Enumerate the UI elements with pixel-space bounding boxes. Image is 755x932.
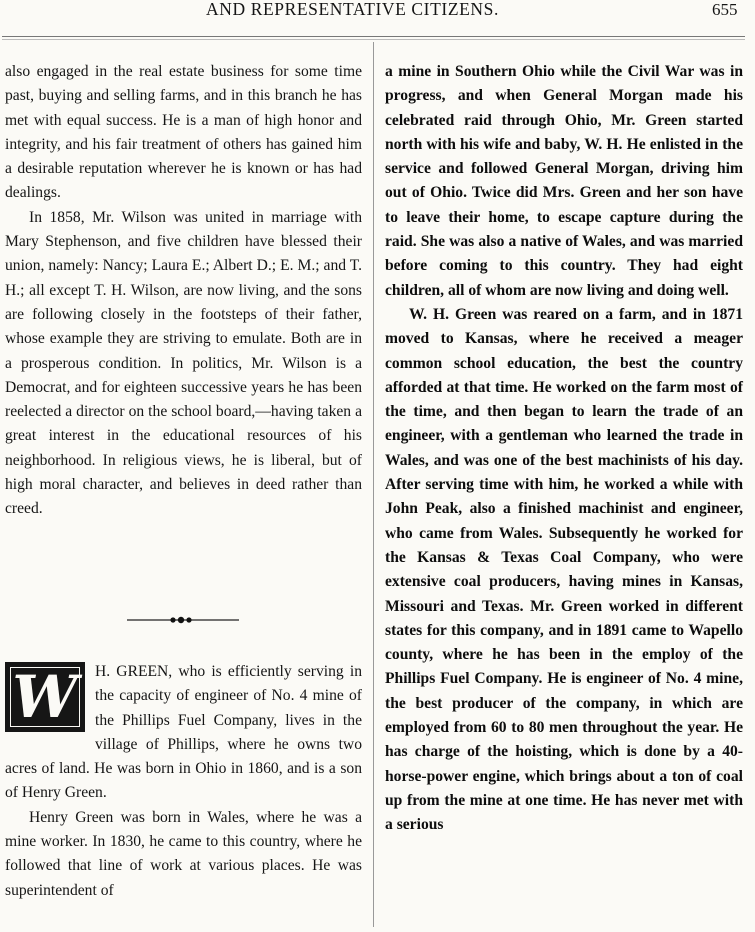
section-divider-ornament bbox=[127, 613, 239, 627]
paragraph-green-intro: H. GREEN, who is efficiently serving in the capacity of engineer of No. 4 mine of the Phillips Fuel Company, lives in the village of Phillips, where he owns two acres of land. He was born in Ohio in 1860, and is a son of Henry Green. bbox=[5, 663, 362, 802]
page-number: 655 bbox=[712, 0, 738, 19]
right-column bbox=[385, 60, 743, 838]
paragraph-wilson-marriage: In 1858, Mr. Wilson was united in marriage with Mary Stephenson, and five children have blessed their union, namely: Nancy; Laura E.; Albert D.; E. M.; and T. H.; all except T. H. Wilson, are now living, and the sons are following closely in the footsteps of their father, whose example they are striving to emulate. Both are in a prosperous condition. In politics, Mr. Wilson is a Democrat, and for eighteen successive years he has been reelected a director on the school board,—having taken a great interest in the educational resources of his neighborhood. In religious views, he is liberal, but of high moral character, and believes in deed rather than creed. bbox=[5, 208, 362, 518]
biography-green bbox=[5, 660, 362, 903]
paragraph-green-career: W. H. Green was reared on a farm, and in 1871 moved to Kansas, where he received a meager common school education, the best the country afforded at that time. He worked on the farm most of the time, and then began to learn the trade of an engineer, with a gentleman who learned the trade in Wales, and was one of the best machinists of his day. After serving time with him, he worked a while with John Peak, also a finished machinist and engineer, who came from Wales. Subsequently he worked for the Kansas & Texas Coal Company, who were extensive coal producers, having mines in Kansas, Missouri and Texas. Mr. Green worked in different states for this company, and in 1891 came to Wapello county, where he has been in the employ of the Phillips Fuel Company. He is engineer of No. 4 mine, the best producer of the company, in which are employed from 60 to 80 men throughout the year. He has charge of the hoisting, which is done by a 40-horse-power engine, which brings about a ton of coal up from the mine at one time. He has never met with a serious bbox=[385, 305, 743, 834]
paragraph-henry-green: Henry Green was born in Wales, where he was a mine worker. In 1830, he came to this country, where he followed that line of work at various places. He was superintendent of bbox=[5, 808, 362, 899]
paragraph-civil-war: a mine in Southern Ohio while the Civil War was in progress, and when General Morgan made his celebrated raid through Ohio, Mr. Green started north with his wife and baby, W. H. He enlisted in the service and followed General Morgan, driving him out of Ohio. Twice did Mrs. Green and her son have to leave their home, to escape capture during the raid. She was also a native of Wales, and was married before coming to this country. They had eight children, all of whom are now living and doing well. bbox=[385, 63, 743, 299]
page-header bbox=[0, 0, 755, 28]
paragraph-wilson-business: also engaged in the real estate business for some time past, buying and selling farms, and in this branch he has met with equal success. He is a man of high honor and integrity, and his fair treatment of others has gained him a desirable reputation wherever he is known or has had dealings. bbox=[5, 63, 362, 202]
left-column bbox=[5, 60, 362, 522]
header-rule-secondary bbox=[2, 39, 745, 40]
column-divider bbox=[373, 42, 374, 927]
drop-cap-letter: W bbox=[12, 663, 78, 731]
drop-cap-w bbox=[5, 662, 85, 732]
running-title: AND REPRESENTATIVE CITIZENS. bbox=[206, 0, 499, 19]
header-rule bbox=[2, 36, 745, 37]
